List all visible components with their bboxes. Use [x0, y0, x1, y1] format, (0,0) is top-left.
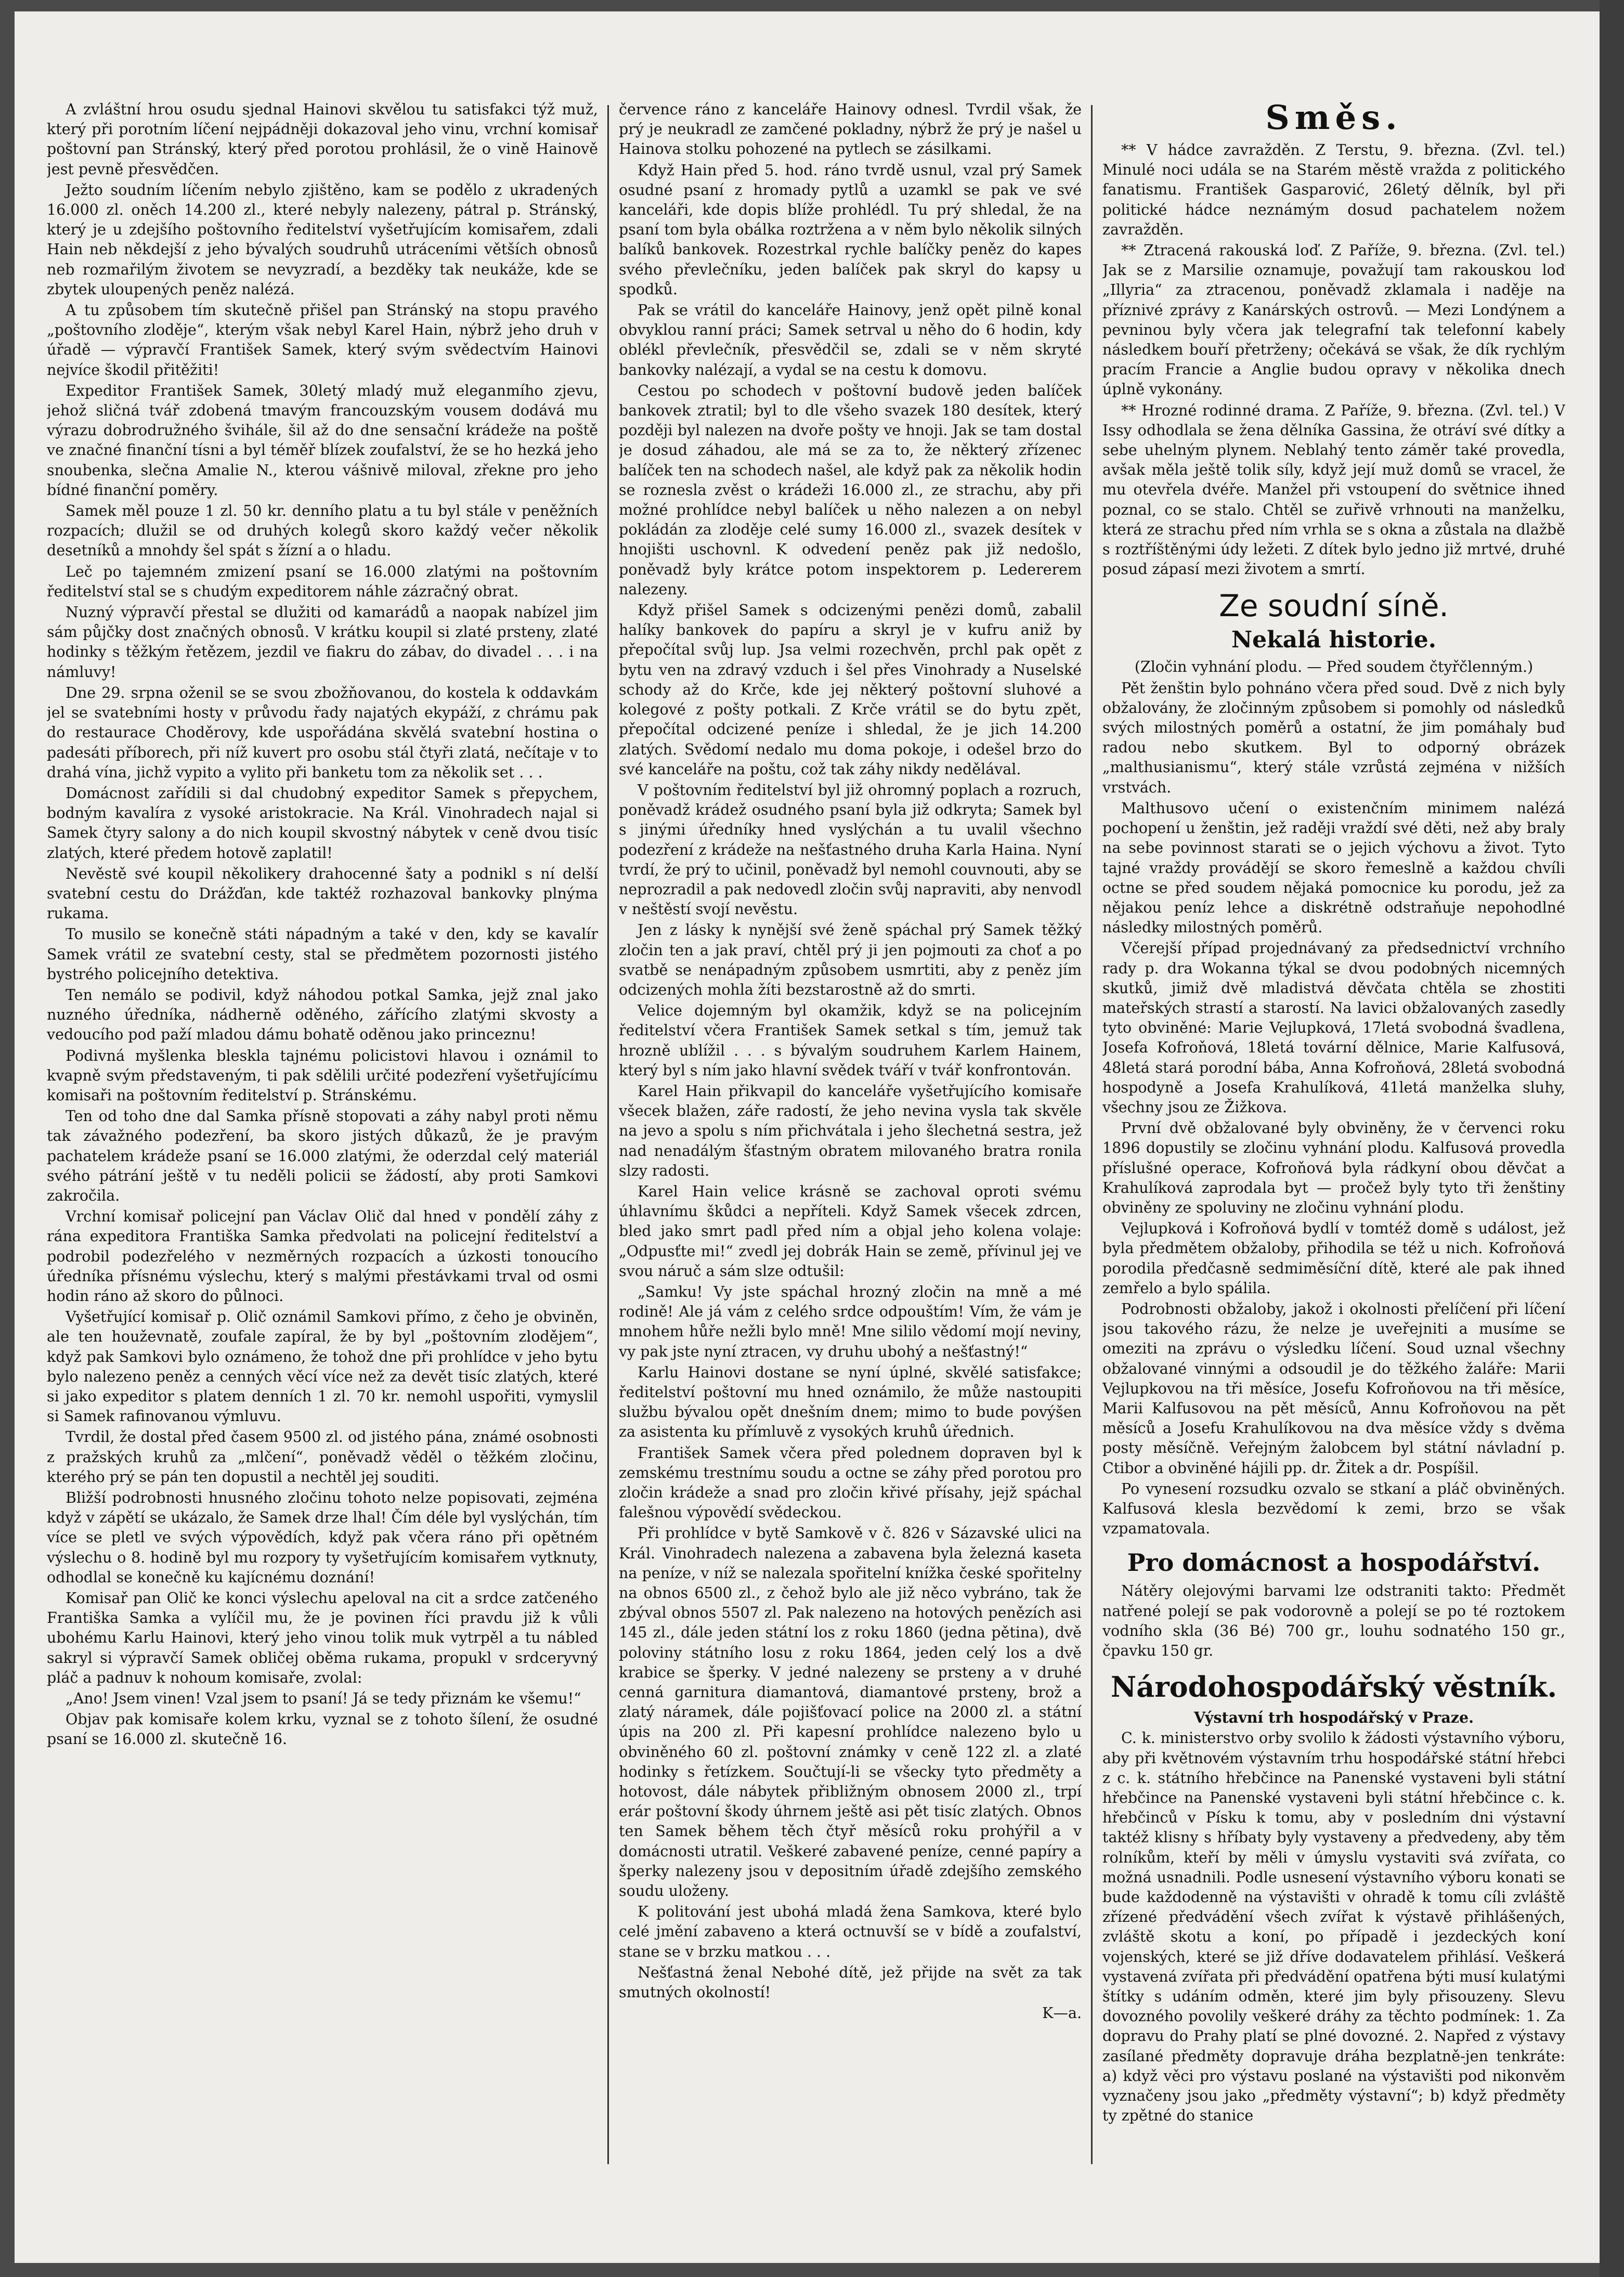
paragraph: Nátěry olejovými barvami lze odstraniti takto: Předmět natřené polejí se pak vodorovně a polejí se po té roztokem vodního skla (36 Bé) 700 gr., louhu sodnatého 150 gr., čpavku 150 gr.: [1102, 1582, 1565, 1660]
column-left: [47, 100, 598, 2169]
author-signature: K—a.: [1042, 2005, 1082, 2022]
paragraph: K politování jest ubohá mladá žena Samkova, které bylo celé jmění zabaveno a která octnuvší se v bídě a zoufalství, stane se v brzku matkou . . .: [619, 1903, 1082, 1960]
section-title-economy: Národohospodářský věstník.: [1110, 1670, 1557, 1704]
paragraph: Podivná myšlenka bleskla tajnému policistovi hlavou i oznámil to kvapně svým představeným, ti pak sdělili určité podezření vyšetřujícímu komisaři na poštovním ředitelství p. Stránskému.: [47, 1047, 598, 1104]
column-middle: [619, 100, 1082, 2169]
paragraph: července ráno z kanceláře Hainovy odnesl. Tvrdil však, že prý je neukradl ze zamčené pokladny, nýbrž že prý je našel u Hainova stolku pohozené na pytlech se zásilkami.: [619, 101, 1082, 158]
paragraph: Pět ženštin bylo pohnáno včera před soud. Dvě z nich byly obžalovány, že zločinným způsobem si pomohly od následků svých milostných poměrů a ostatní, že jim pomáhaly buď radou nebo skutkem. Byl to odporný obrázek „malthusianismu“, který stále vzrůstá zejména v nižších vrstvách.: [1102, 679, 1565, 796]
paragraph: Nevěstě své koupil několikery drahocenné šaty a podnikl s ní delší svatební cestu do Drážďan, kde taktéž rozhazoval bankovky plnýma rukama.: [47, 865, 598, 922]
news-item: ** Hrozné rodinné drama. Z Paříže, 9. března. (Zvl. tel.) V Issy odhodlala se žena dělníka Gassina, že otráví své dítky a sebe uhelným plynem. Neblahý tento záměr také provedla, avšak měla ještě tolik síly, když její muž domů se vracel, že mu otevřela dvéře. Manžel při vstoupení do světnice ihned poznal, co se stalo. Chtěl se zuřivě vrhnouti na manželku, která ze strachu před ním vrhla se s okna a zůstala na dlažbě s roztříštěnými údy ležeti. Z dítek bylo jedno již mrtvé, druhé posud zápasí mezi životem a smrtí.: [1102, 401, 1565, 578]
paragraph: A zvláštní hrou osudu sjednal Hainovi skvělou tu satisfakci týž muž, který při porotním líčení nejpádněji dokazoval jeho vinu, vrchní komisař poštovní pan Stránský, který před porotou prohlásil, že o vině Hainově jest pevně přesvědčen.: [47, 101, 598, 178]
section-title-court: Ze soudní síně.: [1219, 588, 1449, 624]
paragraph: Karlu Hainovi dostane se nyní úplné, skvělé satisfakce; ředitelství poštovní mu hned oznámilo, že může nastoupiti službu bývalou opět dnešním dnem; mimo to bude povýšen za asistenta ku přímluvě z vysokých kruhů úřednich.: [619, 1363, 1082, 1441]
paragraph: První dvě obžalované byly obviněny, že v červenci roku 1896 dopustily se zločinu vyhnání plodu. Kalfusová provedla příslušné operace, Kofroňová byla rádkyní obou děvčat a Krahulíková zaprodala byt — pročež byly tyto tři ženštiny obviněny ze spoluviny ne zločinu vyhnání plodu.: [1102, 1120, 1565, 1216]
paragraph: Vejlupková i Kofroňová bydlí v tomtéž domě s událost, jež byla předmětem obžaloby, přihodila se též u nich. Kofroňová porodila předčasně sedmiměsíční dítě, které ale pak ihned zemřelo a bylo spálila.: [1102, 1220, 1565, 1297]
news-item: ** V hádce zavražděn. Z Terstu, 9. března. (Zvl. tel.) Minulé noci udála se na Starém městě vražda z politického fanatismu. František Gasparović, 26letý dělník, byl při politické hádce neznámým dosud pachatelem nožem zavražděn.: [1102, 141, 1565, 238]
paragraph: Malthusovo učení o existenčním minimem nalézá pochopení u ženštin, jež raději vraždí své děti, než aby braly na sebe povinnost starati se o jejich výchovu a život. Tyto tajné vraždy provádějí se skoro řemeslně a každou chvíli octne se před soudem nějaká pomocnice ku porodu, jež za nějakou peníz lehce a diskrétně odstraňuje nepohodlné následky milostných poměrů.: [1102, 799, 1565, 936]
paragraph: Když Hain před 5. hod. ráno tvrdě usnul, vzal prý Samek osudné psaní z hromady pytlů a uzamkl se pak ve své kanceláři, kde dopis blíže prohlédl. Tu prý shledal, že na psaní tom byla obálka roztržena a v něm bylo několik silných balíků bankovek. Rozestrkal rychle balíčky peněz do kapes svého převlečníku, jeden balíček pak skryl do kapsy u spodků.: [619, 161, 1082, 298]
paragraph: Karel Hain velice krásně se zachoval oproti svému úhlavnímu škůdci a nepříteli. Když Samek všecek zdrcen, bled jako smrt padl před ním a objal jeho kolena volaje: „Odpusťte mi!“ zvedl jej dobrák Hain se země, přívinul jej ve svou náruč a sám slze odtušil:: [619, 1182, 1082, 1280]
paragraph: Včerejší případ projednávaný za předsednictví vrchního rady p. dra Wokanna týkal se dvou podobných nicemných skutků, jimiž dvě mladistvá děvčata chtěla se zhostiti mateřských strastí a starostí. Na lavici obžalovaných zasedly tyto obviněné: Marie Vejlupková, 17letá svobodná švadlena, Josefa Kofroňová, 18letá tovární dělnice, Marie Kalfusová, 48letá stará porodní bába, Anna Kofroňová, 28letá svobodná hospodyně a Josefa Krahulíková, 41letá manželka sluhy, všechny jsou ze Žižkova.: [1102, 940, 1565, 1116]
paragraph: Vyšetřující komisař p. Olič oznámil Samkovi přímo, z čeho je obviněn, ale ten houževnatě, zoufale zapíral, že by byl „poštovním zlodějem“, když pak Samkovi bylo oznámeno, že tohož dne při prohlídce v jeho bytu bylo nalezeno peněz a cenných věcí více než za devět tisíc zlatých, které si jako expeditor s platem denních 1 zl. 70 kr. nemohl uspořiti, vymyslil si Samek rafinovanou výmluvu.: [47, 1308, 598, 1425]
paragraph: V poštovním ředitelství byl již ohromný poplach a rozruch, poněvadž krádež osudného psaní byla již odkryta; Samek byl s jinými úředníky hned vyslýchán a tu uvalil všechno podezření z krádeže na nešťastného druha Karla Haina. Nyní tvrdí, že prý to učinil, poněvadž byl nemohl couvnouti, aby se neprozradil a pak nedovedl zločin svůj napraviti, aby nenvodl v neštěstí svojí nevěstu.: [619, 781, 1082, 918]
paragraph: Tvrdil, že dostal před časem 9500 zl. od jistého pána, známé osobnosti z pražských kruhů za „mlčení“, poněvadž věděl o těžkém zločinu, kterého prý se pán ten dopustil a nechtěl jej souditi.: [47, 1428, 598, 1486]
paragraph: Ježto soudním líčením nebylo zjištěno, kam se podělo z ukradených 16.000 zl. oněch 14.200 zl., které nebyly nalezeny, pátral p. Stránský, který je u zdejšího poštovního ředitelství vyšetřujícím komisařem, zdali Hain neb někdejší z jeho bývalých soudruhů utráceními větších obnosů neb rozmařilým životem se nevyzradí, a bezděky tak neukáže, kde se zbytek uloupených peněz nalézá.: [47, 181, 598, 298]
section-title-smes: Směs.: [1265, 100, 1402, 137]
paragraph: Komisař pan Olič ke konci výslechu apeloval na cit a srdce zatčeného Františka Samka a vylíčil mu, že je povinen říci pravdu již k vůli ubohému Karlu Hainovi, který jeho vinou tolik muk vytrpěl a tu nábled sakryl si výpravčí Samek obličej oběma rukama, propukl v srdceryvný pláč a padnuv k nohoum komisaře, zvolal:: [47, 1590, 598, 1686]
column-divider: [607, 105, 609, 2164]
scan-margin: [1600, 0, 1624, 2277]
paragraph: A tu způsobem tím skutečně přišel pan Stránský na stopu pravého „poštovního zloděje“, kterým však nebyl Karel Hain, nýbrž jeho druh v úřadě — výpravčí František Samek, který svým svědectvím Hainovi nejvíce škodil přitěžiti!: [47, 302, 598, 379]
paragraph: Nešťastná ženal Nebohé dítě, jež přijde na svět za tak smutných okolností!: [619, 1963, 1082, 2001]
section-title-household: Pro domácnost a hospodářství.: [1127, 1549, 1541, 1577]
quote-paragraph: „Ano! Jsem vinen! Vzal jsem to psaní! Já se tedy přiznám ke všemu!“: [66, 1690, 581, 1708]
paragraph: Leč po tajemném zmizení psaní se 16.000 zlatými na poštovním ředitelství stal se s chudým expeditorem náhle zázračný obrat.: [47, 563, 598, 600]
paragraph: Nuzný výpravčí přestal se dlužiti od kamarádů a naopak nabízel jim sám půjčky dost značných obnosů. V krátku koupil si zlaté prsteny, zlaté hodinky s těžkým řetězem, jezdil ve fiakru do zábav, do divadel . . . i na námluvy!: [47, 604, 598, 681]
paragraph: „Samku! Vy jste spáchal hrozný zločin na mně a mé rodině! Ale já vám z celého srdce odpouštím! Vím, že vám je mnohem hůře nežli bylo mně! Mne sililo vědomí mojí neviny, vy pak jste nyní ztracen, vy druhu ubohý a nešťastný!“: [619, 1283, 1082, 1360]
paragraph: Jen z lásky k nynější své ženě spáchal prý Samek těžký zločin ten a jak praví, chtěl prý ji jen pojmouti za choť a po svatbě se nenápadným způsobem usmrtiti, aby z peněz jím odcizených mohla žíti bezstarostně až do smrti.: [619, 921, 1082, 998]
paragraph: Vrchní komisař policejní pan Václav Olič dal hned v pondělí záhy z rána expeditora Františka Samka předvolati na policejní ředitelství a podrobil podezřelého v nezměrných rozpacích a úzkosti tonoucího úředníka přísnému výslechu, který s malými přestávkami trval od osmi hodin ráno až skoro do půlnoci.: [47, 1208, 598, 1305]
paragraph: To musilo se konečně státi nápadným a také v den, kdy se kavalír Samek vrátil ze svatební cesty, stal se předmětem pozornosti jistého bystrého policejního detektiva.: [47, 926, 598, 983]
paragraph: Dne 29. srpna oženil se se svou zbožňovanou, do kostela k oddavkám jel se svatebními hosty v průvodu řady najatých ekypáží, z chrámu pak do restaurace Choděrovy, kde uspořádána skvělá svatební hostina o padesáti příborech, při níž kuvert pro osobu stál čtyři zlatá, nečítaje v to drahá vína, jichž vypito a vylito při banketu tom za několik set . . .: [47, 684, 598, 781]
news-item: ** Ztracená rakouská loď. Z Paříže, 9. března. (Zvl. tel.) Jak se z Marsilie oznamuje, považují tam rakouskou loď „Illyria“ za ztracenou, poněvadž zklamala i naděje na příznivé zprávy z Kanárských ostrovů. — Mezi Londýnem a pevninou byly včera jak telegrafní tak telefonní kabely následkem bouří přetrženy; očekává se však, že dík rychlým pracím Francie a Anglie budou opravy v několika dnech úplně vykonány.: [1102, 242, 1565, 398]
paragraph: Po vynesení rozsudku ozvalo se stkaní a pláč obviněných. Kalfusová klesla bezvědomí k zemi, brzo se však vzpamatovala.: [1102, 1480, 1565, 1538]
article-title-economy: Výstavní trh hospodářský v Praze.: [1193, 1709, 1474, 1727]
paragraph: Pak se vrátil do kanceláře Hainovy, jenž opět pilně konal obvyklou ranní práci; Samek setrval u něho do 6 hodin, kdy oblékl převlečník, přesvědčil se, zdali se v něm skryté bankovky nalézají, a vydal se na cestu k domovu.: [619, 302, 1082, 379]
paragraph: Při prohlídce v bytě Samkově v č. 826 v Sázavské ulici na Král. Vinohradech nalezena a zabavena byla železná kaseta na peníze, v níž se nalezala spořitelní knížka české spořitelny na obnos 6500 zl., z čehož bylo ale již něco vybráno, tak že zbýval obnos 5507 zl. Pak nalezeno na hotových penězích asi 145 zl., dále jeden státní los z roku 1860 (jedna pětina), dvě poloviny státního losu z roku 1864, jeden celý los a dvě krabice se šperky. V jedné nalezeny se prsteny a v druhé cenná garnitura diamantová, diamantové prsteny, brož a zlatý náramek, dále pojišťovací police na 2000 zl. a státní úpis na 200 zl. Při kapesní prohlídce nalezeno bylo u obviněného 60 zl. poštovní známky v ceně 122 zl. a zlaté hodinky s řetízkem. Součtují-li se všecky tyto předměty a hotovost, dále nábytek přibližným obnosem 2000 zl., trpí erár poštovní škody úhrnem ještě asi pět tisíc zlatých. Obnos ten Samek během těch čtyř měsíců roku prohýřil a v domácnosti utratil. Veškeré zabavené peníze, cenné papíry a šperky nalezeny jsou v depositním úřadě zdejšího zemského soudu uloženy.: [619, 1525, 1082, 1900]
paragraph: Objav pak komisaře kolem krku, vyznal se z tohoto šílení, že osudné psaní se 16.000 zl. skutečně 16.: [47, 1711, 598, 1748]
paragraph: Podrobnosti obžaloby, jakož i okolnosti přelíčení při líčení jsou takového rázu, že nelze je uveřejniti a musíme se omeziti na zprávu o výsledku líčení. Soud uznal všechny obžalované vinnými a odsoudil je do těžkého žaláře: Marii Vejlupkovou na tři měsíce, Josefu Kofroňovou na tři měsíce, Marii Kalfusovou na pět měsíců, Annu Kofroňovou na pět měsíců a Josefu Krahulíkovou na dva měsíce vždy s dvěma posty měsíčně. Veřejným žalobcem byl státní návladní p. Ctibor a obviněné hájili pp. dr. Žitek a dr. Pospíšil.: [1102, 1300, 1565, 1477]
paragraph: Ten nemálo se podivil, když náhodou potkal Samka, jejž znal jako nuzného úředníka, nádherně oděného, zářícího zlatými skvosty a vedoucího pod paží mladou dámu bohatě oděnou jako princeznu!: [47, 986, 598, 1044]
paragraph: Ten od toho dne dal Samka přísně stopovati a záhy nabyl proti němu tak závažného podezření, ba skoro jistých důkazů, že je pravým pachatelem krádeže psaní se 16.000 zlatými, že oderzdal celý materiál svého pátrání ještě v tu neděli policii se žádostí, aby proti Samkovi zakročila.: [47, 1108, 598, 1204]
paragraph: František Samek včera před polednem dopraven byl k zemskému trestnímu soudu a octne se záhy před porotou pro zločin krádeže a snad pro zločin křivé přísahy, jejž spáchal falešnou výpovědí svědeckou.: [619, 1444, 1082, 1521]
paragraph: Expeditor František Samek, 30letý mladý muž eleganmího zjevu, jehož sličná tvář zdobená tmavým francouzským vousem dodává mu výrazu dobrodružného švihále, šil až do dne sensační krádeže na poště ve značné finanční tísni a byl téměř blízek zoufalství, že se ho hezká jeho snoubenka, slečna Amalie N., kterou vášnivě miloval, zřekne pro jeho bídné finanční poměry.: [47, 382, 598, 499]
paragraph: Cestou po schodech v poštovní budově jeden balíček bankovek ztratil; byl to dle všeho svazek 180 desítek, který později byl nalezen na dvoře pošty ve hnoji. Jak se tam dostal je dosud záhadou, ale má se za to, že některý zřízenec balíček ten na schodech našel, ale když pak za několik hodin se roznesla zvěst o krádeži 16.000 zl., ze strachu, aby při možné prohlídce nebyl balíček u něho nalezen a on nebyl pokládán za zloděje celé sumy 16.000 zl., svazek desítek v hnojišti uschovnl. K odvedení peněz pak již nedošlo, poněvadž byly krátce potom inspektorem p. Ledererem nalezeny.: [619, 382, 1082, 598]
column-right: [1102, 100, 1565, 2169]
paragraph: Bližší podrobnosti hnusného zločinu tohoto nelze popisovati, zejména když v zápětí se ukázalo, že Samek drze lhal! Čím déle byl vyslýchán, tím více se pletl ve svých výpovědích, když pak včera ráno při opětném výslechu o 8. hodině byl mu rozpory ty vyšetřujícím komisařem vytknuty, odhodlal se konečně ku kajícnému doznání!: [47, 1489, 598, 1586]
column-divider: [1091, 105, 1093, 2164]
paragraph: Když přišel Samek s odcizenými penězi domů, zabalil halíky bankovek do papíru a skryl je v kufru aniž by přepočítal svůj lup. Jsa velmi rozechvěn, prchl pak opět z bytu ven na zdravý vzduch i šel přes Vinohrady a Nuselské schody až do Krče, kde jej některý poštovní sluhové a kolegové z pošty potkali. Z Krče vrátil se do bytu zpět, přepočítal odcizené peníze i shledal, že je jich 14.200 zlatých. Svědomí nedalo mu doma pokoje, i odešel brzo do své kanceláře na poštu, což tak záhy nikdy nedělával.: [619, 602, 1082, 778]
paragraph: C. k. ministerstvo orby svolilo k žádosti výstavního výboru, aby při květnovém výstavním trhu hospodářské státní hřebci z c. k. státního hřebčince na Panenské vystaveni byli státní hřebčince na Panenské vystaveni byli státní hřebčince c. k. hřebčinců v Písku k tomu, aby v posledním dni výstavní taktéž klisny s hříbaty byly vystaveny a předvedeny, aby těm rolníkům, kteří by měli v úmyslu vystaviti svá zvířata, co možná usnadnili. Podle usnesení výstavního výboru konati se bude každodenně na výstavišti v ohradě k tomu cíli zvláště zřízené předvádění všech zvířat k výstavě přihlášených, zvláště skotu a koní, po případě i jezdeckých koní vojenských, které se již dříve dodavatelem přihlásí. Veškerá vystavená zvířata při předvádění opatřena býti musí kulatými štítky s udáním odměn, které jim byly přisouzeny. Slevu dovozného povolily veškeré dráhy za těchto podmínek: 1. Za dopravu do Prahy platí se plné dovozné. 2. Napřed z výstavy zasílané předměty dopravuje dráha bezplatně-jen tenkráte: a) když věci pro výstavu poslané na výstavišti pod nikonvěm vyznačeny jsou jako „předměty výstavní“; b) když předměty ty zpětné do stanice: [1102, 1729, 1565, 2125]
paragraph: Domácnost zařídili si dal chudobný expeditor Samek s přepychem, bodným kavalíra z vysoké aristokracie. Na Král. Vinohradech najal si Samek čtyry salony a do nich koupil skvostný nábytek v ceně dvou tisíc zlatých, které předem hotově zaplatil!: [47, 784, 598, 862]
article-subtitle-court: (Zločin vyhnání plodu. — Před soudem čtyřčlenným.): [1134, 658, 1534, 676]
paragraph: Karel Hain přikvapil do kanceláře vyšetřujícího komisaře všecek blažen, záře radostí, že jeho nevina vysla tak skvěle na jevo a spolu s ním přichvátala i jeho šlechetná sestra, jež nad nenadálým šťastným obratem milovaného bratra ronila slzy radosti.: [619, 1082, 1082, 1179]
paragraph: Velice dojemným byl okamžik, když se na policejním ředitelství včera František Samek setkal s tím, jemuž tak hrozně ublížil . . . s bývalým soudruhem Karlem Hainem, který byl s ním jako hlavní svědek tváří v tvář konfrontován.: [619, 1002, 1082, 1079]
paragraph: Samek měl pouze 1 zl. 50 kr. denního platu a tu byl stále v peněžních rozpacích; dlužil se od druhých kolegů skoro každý večer několik desetníků a mnohdy šel spát s žízní a o hladu.: [47, 502, 598, 560]
article-title-court: Nekalá historie.: [1231, 627, 1437, 654]
newspaper-page: [15, 11, 1600, 2263]
